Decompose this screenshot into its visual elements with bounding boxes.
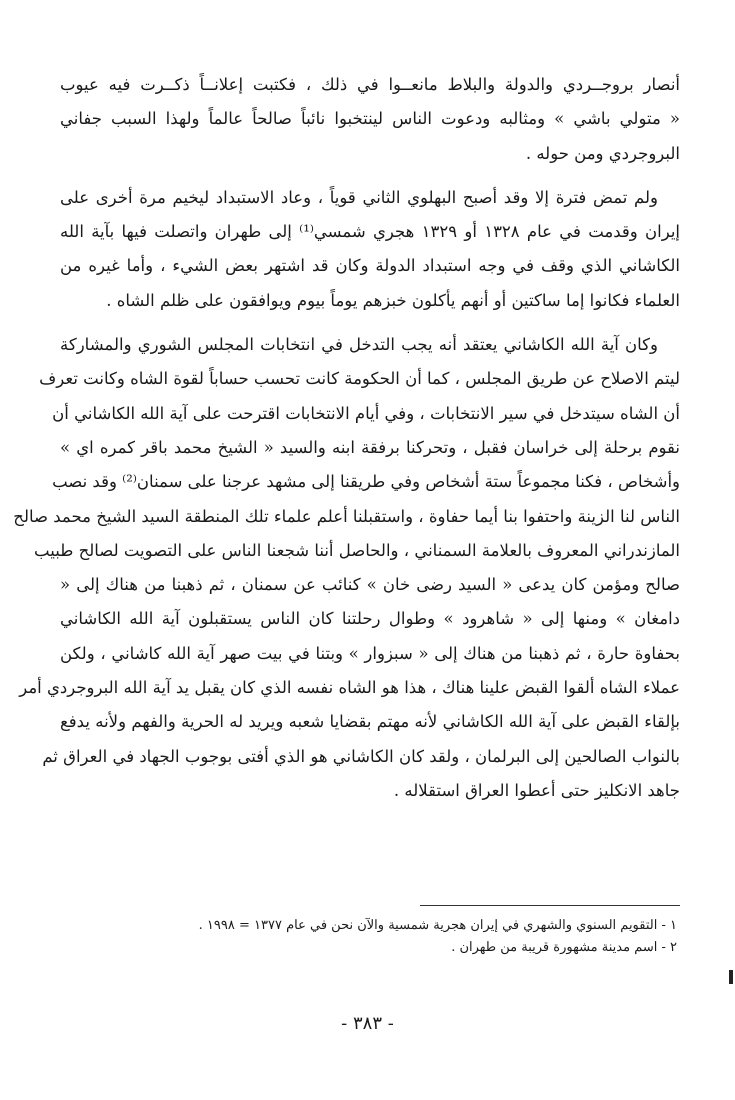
- text-line: أن الشاه سيتدخل في سير الانتخابات ، وفي أيام الانتخابات اقترحت على آية الله الكاشاني أن: [52, 403, 680, 423]
- text-line: بالنواب الصالحين إلى البرلمان ، ولقد كان الكاشاني هو الذي أفتى بوجوب الجهاد في العراق ثم: [42, 746, 680, 766]
- text-line: عملاء الشاه ألقوا القبض علينا هناك ، هذا هو الشاه نفسه الذي كان يقبل يد آية الله البروجردي أمر: [19, 678, 680, 698]
- page-body: [13, 68, 681, 808]
- text-line: أنصار بروجــردي والدولة والبلاط مانعــوا في ذلك ، فكتبت إعلانــاً ذكــرت فيه عيوب: [60, 75, 680, 94]
- scan-edge-mark: [729, 970, 733, 984]
- text-line: البروجردي ومن حوله .: [525, 143, 680, 163]
- text-line: نقوم برحلة إلى خراسان فقبل ، وتحركنا برفقة ابنه والسيد « الشيخ محمد باقر كمره اي »: [60, 437, 680, 457]
- text-line: جاهد الانكليز حتى أعطوا العراق استقلاله .: [393, 780, 680, 800]
- text-line: دامغان » ومنها إلى « شاهرود » وطوال رحلتنا كان الناس يستقبلون آية الله الكاشاني: [60, 609, 680, 629]
- footnote-1: ١ - التقويم السنوي والشهري في إيران هجرية شمسية والآن نحن في عام ١٣٧٧ = ١٩٩٨ .: [198, 918, 677, 933]
- text-line: « متولي باشي » ومثالبه ودعوت الناس لينتخبوا نائباً صالحاً عالماً ولهذا السبب جفاني: [60, 109, 680, 129]
- paragraph-1: [60, 68, 680, 171]
- text-line: وأشخاص ، فكنا مجموعاً ستة أشخاص وفي طريقنا إلى مشهد عرجنا على سمنان⁽²⁾ وقد نصب: [52, 472, 680, 492]
- text-line: المازندراني المعروف بالعلامة السمناني ، والحاصل أننا شجعنا الناس على التصويت لصالح طبيب: [34, 540, 680, 560]
- text-line: العلماء فكانوا إما ساكتين أو أنهم يأكلون خبزهم يوماً بيوم ويوافقون على ظلم الشاه .: [106, 290, 680, 310]
- text-line: بحفاوة حارة ، ثم ذهبنا من هناك إلى « سبزوار » وبتنا في بيت صهر آية الله كاشاني ، ولكن: [60, 643, 680, 663]
- text-line: وكان آية الله الكاشاني يعتقد أنه يجب التدخل في انتخابات المجلس الشوري والمشاركة: [60, 335, 658, 355]
- text-line: إيران وقدمت في عام ١٣٢٨ أو ١٣٢٩ هجري شمسي⁽¹⁾ إلى طهران واتصلت فيها بآية الله: [60, 222, 681, 242]
- footnote-2: ٢ - اسم مدينة مشهورة قريبة من طهران .: [451, 940, 677, 955]
- text-line: صالح ومؤمن كان يدعى « السيد رضى خان » كنائب عن سمنان ، ثم ذهبنا من هناك إلى «: [60, 575, 680, 595]
- footnotes: [57, 915, 677, 959]
- paragraph-3: [13, 328, 680, 808]
- text-line: بإلقاء القبض على آية الله الكاشاني لأنه مهتم بقضايا شعبه ويريد له الحرية والفهم ولأنه يدفع: [60, 712, 680, 732]
- text-line: الناس لنا الزينة واحتفوا بنا أيما حفاوة ، واستقبلنا أعلم علماء تلك المنطقة السيد الشيخ محمد صالح: [13, 506, 680, 526]
- paragraph-2: [60, 181, 680, 318]
- footnote-divider: [420, 905, 680, 906]
- text-line: ليتم الاصلاح عن طريق المجلس ، كما أن الحكومة كانت تحسب حساباً لقوة الشاه وكانت تعرف: [39, 369, 680, 389]
- text-line: الكاشاني الذي وقف في وجه استبداد الدولة وكان قد اشتهر بعض الشيء ، وأما غيره من: [60, 256, 680, 276]
- text-line: ولم تمض فترة إلا وقد أصبح البهلوي الثاني قوياً ، وعاد الاستبداد ليخيم مرة أخرى على: [60, 187, 658, 207]
- page-number: - ٣٨٣ -: [341, 1013, 394, 1034]
